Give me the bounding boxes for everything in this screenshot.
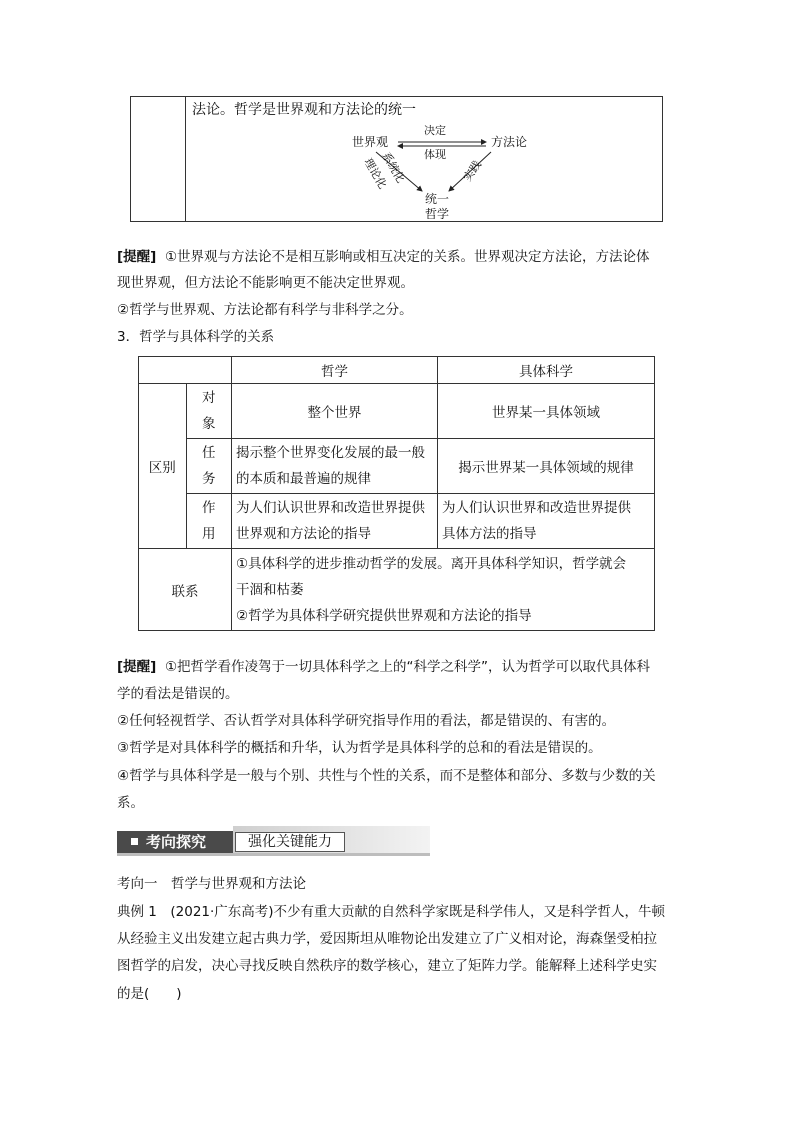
header-science: 具体科学: [438, 357, 655, 384]
tip1-line3: ②哲学与世界观、方法论都有科学与非科学之分。: [117, 302, 413, 318]
tip2-line6: 系。: [117, 795, 144, 811]
diagram-label-decides: 决定: [424, 124, 446, 137]
object-philosophy: 整个世界: [232, 384, 438, 439]
relation-content: ①具体科学的进步推动哲学的发展。离开具体科学知识，哲学就会 干涸和枯萎 ②哲学为具体科学研究提供世界观和方法论的指导: [232, 549, 655, 631]
header-philosophy: 哲学: [232, 357, 438, 384]
row-label-function: 作 用: [186, 494, 232, 549]
direction-title: 考向一 哲学与世界观和方法论: [117, 876, 306, 892]
tip1-line1: [提醒] ①世界观与方法论不是相互影响或相互决定的关系。世界观决定方法论，方法论体: [117, 249, 650, 265]
row-label-object: 对 象: [186, 384, 232, 439]
diagram-label-theorize: 理论化: [361, 156, 390, 192]
banner-underline: [117, 853, 430, 856]
corner-cell: [139, 357, 232, 384]
empty-cell: [131, 97, 186, 222]
example1-line2: 从经验主义出发建立起古典力学，爱因斯坦从唯物论出发建立了广义相对论，海森堡受柏拉: [117, 931, 657, 947]
tip2-line2: 学的看法是错误的。: [117, 686, 239, 702]
section-banner-subtitle: 强化关键能力: [235, 832, 345, 852]
diagram-label-embodies: 体现: [424, 148, 446, 161]
tip2-line4: ③哲学是对具体科学的概括和升华，认为哲学是具体科学的总和的看法是错误的。: [117, 740, 602, 756]
intro-text: 法论。哲学是世界观和方法论的统一: [192, 102, 416, 118]
diagram-node-unity: 统一: [425, 192, 450, 206]
tip1-tag: [提醒]: [117, 249, 157, 265]
difference-label: 区别: [139, 384, 187, 549]
diagram-label-practice: 实践: [460, 158, 485, 184]
tip2-line3: ②任何轻视哲学、否认哲学对具体科学研究指导作用的看法，都是错误的、有害的。: [117, 713, 616, 729]
square-icon: [131, 838, 138, 845]
section-banner: 考向探究: [117, 831, 233, 853]
example1-line4: 的是( ): [117, 986, 182, 1002]
section3-title: 3．哲学与具体科学的关系: [117, 329, 275, 345]
example1-line3: 图哲学的启发，决心寻找反映自然秩序的数学核心，建立了矩阵力学。能解释上述科学史实: [117, 958, 657, 974]
function-philosophy: 为人们认识世界和改造世界提供 世界观和方法论的指导: [232, 494, 438, 549]
diagram-node-worldview: 世界观: [352, 135, 389, 149]
task-philosophy: 揭示整个世界变化发展的最一般 的本质和最普遍的规律: [232, 439, 438, 494]
diagram-label-systemize: 系统化: [379, 150, 408, 186]
task-science: 揭示世界某一具体领域的规律: [438, 439, 655, 494]
tip2-line5: ④哲学与具体科学是一般与个别、共性与个性的关系，而不是整体和部分、多数与少数的关: [117, 768, 656, 784]
tip2-line1: [提醒] ①把哲学看作凌驾于一切具体科学之上的“科学之科学”，认为哲学可以取代具体科: [117, 659, 651, 675]
tip1-line2: 现世界观，但方法论不能影响更不能决定世界观。: [117, 275, 414, 291]
function-science: 为人们认识世界和改造世界提供 具体方法的指导: [438, 494, 655, 549]
diagram-node-methodology: 方法论: [491, 135, 528, 149]
diagram-node-philosophy: 哲学: [425, 207, 450, 219]
worldview-methodology-table: [130, 96, 663, 222]
philosophy-science-table: [138, 356, 655, 631]
worldview-methodology-diagram: [346, 119, 546, 219]
relation-label: 联系: [139, 549, 232, 631]
row-label-task: 任 务: [186, 439, 232, 494]
example1-line1: 典例 1 (2021·广东高考)不少有重大贡献的自然科学家既是科学伟人，又是科学哲人，牛顿: [117, 904, 666, 920]
object-science: 世界某一具体领域: [438, 384, 655, 439]
tip2-tag: [提醒]: [117, 659, 157, 675]
